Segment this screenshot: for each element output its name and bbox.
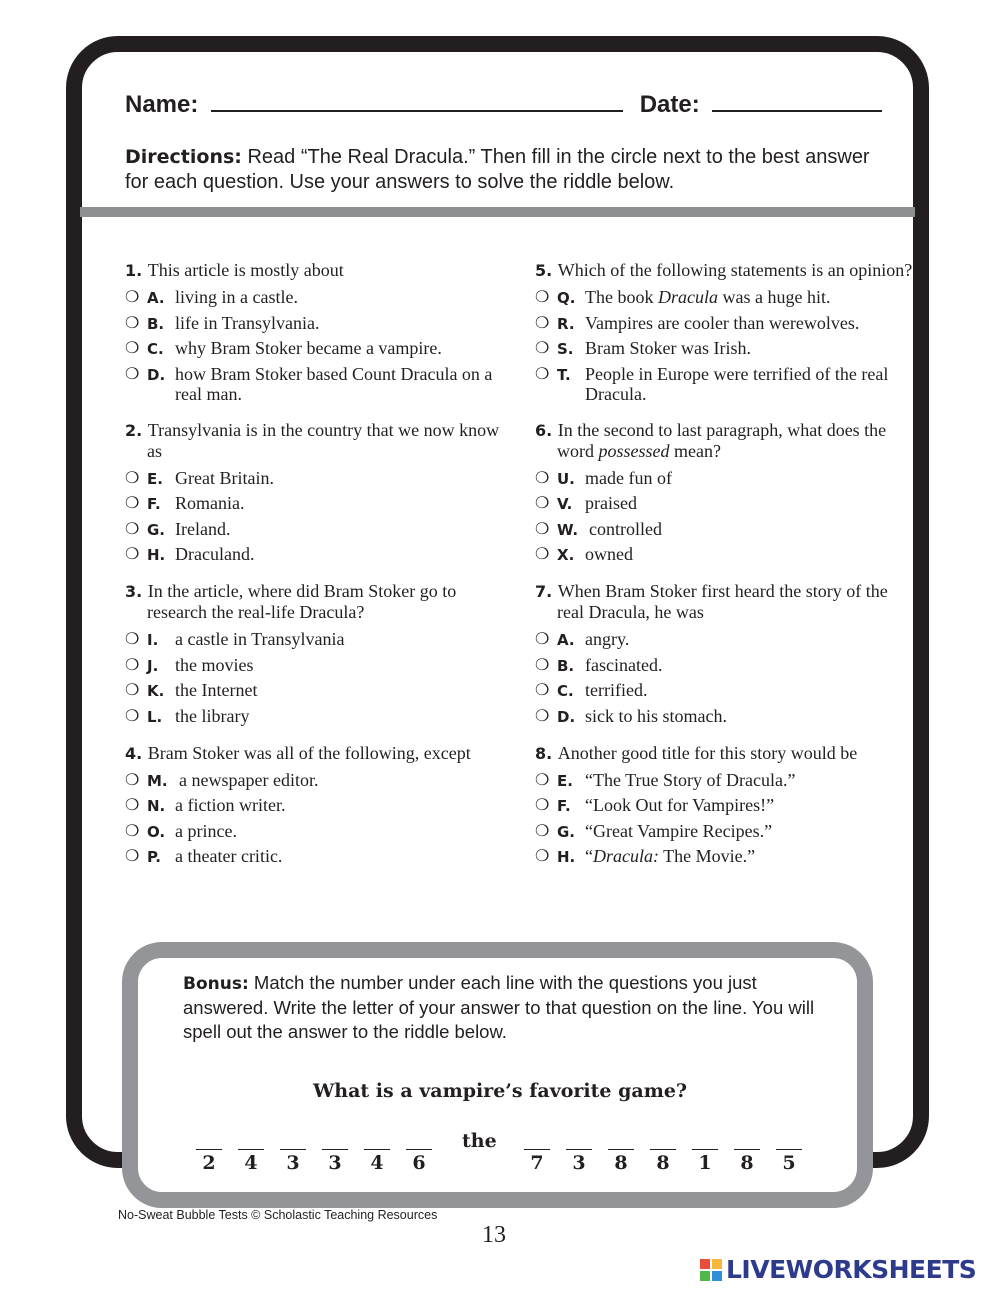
option-letter: U. bbox=[557, 469, 575, 488]
bubble-circle-icon[interactable]: ❍ bbox=[535, 629, 550, 648]
slot-number: 4 bbox=[370, 1152, 384, 1174]
bubble-circle-icon[interactable]: ❍ bbox=[535, 769, 550, 789]
riddle-answer-slot[interactable] bbox=[690, 1132, 720, 1174]
bubble-circle-icon[interactable]: ❍ bbox=[125, 654, 140, 674]
option-text: made fun of bbox=[585, 467, 672, 488]
bonus-label: Bonus: bbox=[183, 974, 249, 994]
riddle-question: What is a vampire’s favorite game? bbox=[312, 1080, 688, 1102]
question bbox=[125, 420, 515, 566]
bubble-circle-icon[interactable]: ❍ bbox=[125, 769, 140, 789]
answer-line[interactable] bbox=[364, 1132, 390, 1150]
bubble-circle-icon[interactable]: ❍ bbox=[535, 544, 550, 563]
bubble-circle-icon[interactable]: ❍ bbox=[125, 467, 140, 487]
option-letter: A. bbox=[557, 631, 575, 649]
answer-option[interactable] bbox=[535, 655, 915, 676]
riddle-answer-slot[interactable] bbox=[320, 1132, 350, 1174]
option-letter: D. bbox=[557, 707, 576, 726]
question-text: 6. In the second to last paragraph, what does the word possessed mean? bbox=[535, 419, 887, 461]
bubble-circle-icon[interactable]: ❍ bbox=[535, 795, 550, 814]
option-letter: B. bbox=[147, 314, 165, 333]
answer-line[interactable] bbox=[280, 1132, 306, 1150]
question bbox=[535, 581, 915, 727]
question-number: 5. bbox=[535, 261, 558, 280]
slot-number: 5 bbox=[782, 1152, 796, 1174]
question-number: 8. bbox=[535, 743, 558, 763]
question bbox=[535, 420, 915, 566]
answer-option[interactable] bbox=[125, 468, 515, 489]
option-letter: G. bbox=[557, 822, 576, 841]
answer-option[interactable] bbox=[125, 680, 515, 701]
directions-label: Directions: bbox=[125, 146, 242, 168]
answer-option[interactable] bbox=[535, 680, 915, 701]
bubble-circle-icon[interactable]: ❍ bbox=[535, 705, 550, 725]
answer-option[interactable] bbox=[535, 364, 915, 404]
bubble-circle-icon[interactable]: ❍ bbox=[125, 820, 140, 840]
logo-blocks-icon bbox=[700, 1259, 722, 1281]
question-text: 4. Bram Stoker was all of the following, except bbox=[125, 742, 471, 763]
answer-option[interactable] bbox=[125, 544, 515, 565]
answer-option[interactable] bbox=[535, 519, 915, 540]
option-letter: V. bbox=[557, 495, 573, 513]
option-text: Great Britain. bbox=[175, 467, 274, 488]
slot-number: 8 bbox=[656, 1152, 670, 1174]
option-text: “Great Vampire Recipes.” bbox=[585, 820, 773, 841]
answer-option[interactable] bbox=[535, 468, 915, 489]
bubble-circle-icon[interactable]: ❍ bbox=[125, 629, 140, 648]
bubble-circle-icon[interactable]: ❍ bbox=[125, 493, 140, 512]
answer-option[interactable] bbox=[125, 706, 515, 727]
option-text: why Bram Stoker became a vampire. bbox=[175, 338, 442, 358]
answer-line[interactable] bbox=[524, 1132, 550, 1150]
answer-option[interactable] bbox=[125, 629, 515, 650]
option-letter: H. bbox=[557, 848, 576, 866]
answer-option[interactable] bbox=[535, 338, 915, 359]
answer-line[interactable] bbox=[406, 1132, 432, 1150]
name-field[interactable] bbox=[211, 90, 623, 112]
riddle-answer-slot[interactable] bbox=[564, 1132, 594, 1174]
option-letter: N. bbox=[147, 797, 166, 815]
question-number: 2. bbox=[125, 420, 148, 440]
bubble-circle-icon[interactable]: ❍ bbox=[125, 287, 140, 306]
option-text: angry. bbox=[585, 629, 630, 649]
slot-number: 6 bbox=[412, 1152, 426, 1174]
option-text: living in a castle. bbox=[175, 287, 298, 307]
answer-line[interactable] bbox=[692, 1132, 718, 1150]
name-date-row bbox=[125, 90, 882, 119]
copyright-credit: No-Sweat Bubble Tests © Scholastic Teaching Resources bbox=[118, 1208, 438, 1222]
answer-option[interactable] bbox=[125, 846, 515, 867]
question bbox=[535, 260, 915, 404]
bubble-circle-icon[interactable]: ❍ bbox=[125, 680, 140, 699]
bubble-circle-icon[interactable]: ❍ bbox=[125, 544, 140, 563]
option-text: Romania. bbox=[175, 493, 245, 513]
riddle-answer-slot[interactable] bbox=[732, 1132, 762, 1174]
bubble-circle-icon[interactable]: ❍ bbox=[535, 518, 550, 538]
name-label: Name: bbox=[125, 91, 199, 118]
option-letter: F. bbox=[147, 495, 161, 513]
option-letter: H. bbox=[147, 546, 166, 564]
question bbox=[125, 743, 515, 868]
question-text: 3. In the article, where did Bram Stoker go to research the real-life Dracula? bbox=[125, 581, 457, 622]
answer-line[interactable] bbox=[734, 1132, 760, 1150]
option-text: “Dracula: The Movie.” bbox=[585, 846, 756, 866]
slot-number: 8 bbox=[740, 1152, 754, 1174]
slot-number: 3 bbox=[328, 1152, 342, 1174]
answer-option[interactable] bbox=[125, 364, 515, 404]
question-number: 4. bbox=[125, 743, 148, 763]
option-text: a castle in Transylvania bbox=[175, 629, 345, 649]
option-letter: P. bbox=[147, 848, 161, 866]
bubble-circle-icon[interactable]: ❍ bbox=[535, 680, 550, 699]
bonus-instructions bbox=[183, 971, 843, 1044]
question-number: 6. bbox=[535, 420, 558, 440]
header-divider bbox=[80, 207, 915, 217]
option-text: terrified. bbox=[585, 680, 648, 700]
question bbox=[535, 743, 915, 868]
option-text: fascinated. bbox=[585, 654, 663, 675]
bubble-circle-icon[interactable]: ❍ bbox=[535, 287, 550, 306]
option-letter: X. bbox=[557, 546, 575, 564]
answer-option[interactable] bbox=[535, 706, 915, 727]
questions-left-column bbox=[125, 260, 515, 883]
answer-option[interactable] bbox=[535, 544, 915, 565]
option-letter: K. bbox=[147, 682, 165, 700]
option-letter: L. bbox=[147, 707, 163, 726]
slot-number: 4 bbox=[244, 1152, 258, 1174]
questions-right-column bbox=[535, 260, 915, 883]
option-text: owned bbox=[585, 544, 633, 564]
slot-number: 8 bbox=[614, 1152, 628, 1174]
slot-number: 1 bbox=[698, 1152, 712, 1174]
bubble-circle-icon[interactable]: ❍ bbox=[125, 705, 140, 725]
option-letter: M. bbox=[147, 771, 168, 790]
answer-option[interactable] bbox=[125, 519, 515, 540]
option-text: praised bbox=[585, 493, 637, 513]
question-number: 3. bbox=[125, 582, 148, 601]
option-text: Bram Stoker was Irish. bbox=[585, 338, 751, 358]
option-text: the movies bbox=[175, 654, 254, 675]
bubble-circle-icon[interactable]: ❍ bbox=[535, 493, 550, 512]
option-text: Draculand. bbox=[175, 544, 255, 564]
slot-number: 3 bbox=[286, 1152, 300, 1174]
option-text: a fiction writer. bbox=[175, 795, 286, 815]
option-letter: E. bbox=[557, 771, 573, 790]
option-letter: R. bbox=[557, 314, 575, 333]
answer-option[interactable] bbox=[125, 313, 515, 334]
option-letter: O. bbox=[147, 822, 166, 841]
answer-option[interactable] bbox=[125, 493, 515, 514]
answer-option[interactable] bbox=[125, 770, 515, 791]
bubble-circle-icon[interactable]: ❍ bbox=[535, 846, 550, 865]
option-letter: B. bbox=[557, 656, 575, 675]
bubble-circle-icon[interactable]: ❍ bbox=[125, 338, 140, 357]
answer-line[interactable] bbox=[196, 1132, 222, 1150]
option-text: The book Dracula was a huge hit. bbox=[585, 287, 831, 307]
page-number: 13 bbox=[482, 1222, 506, 1248]
bubble-circle-icon[interactable]: ❍ bbox=[535, 312, 550, 332]
riddle-answer-slot[interactable] bbox=[404, 1132, 434, 1174]
bubble-circle-icon[interactable]: ❍ bbox=[125, 846, 140, 865]
riddle-answer-slot[interactable] bbox=[194, 1132, 224, 1174]
option-letter: W. bbox=[557, 520, 579, 539]
question bbox=[125, 581, 515, 727]
date-field[interactable] bbox=[712, 90, 882, 112]
option-text: a newspaper editor. bbox=[179, 769, 319, 790]
option-text: “The True Story of Dracula.” bbox=[585, 769, 796, 790]
option-letter: S. bbox=[557, 340, 574, 358]
answer-option[interactable] bbox=[535, 313, 915, 334]
brand-name: LIVEWORKSHEETS bbox=[726, 1255, 977, 1284]
bubble-circle-icon[interactable]: ❍ bbox=[535, 467, 550, 487]
bubble-circle-icon[interactable]: ❍ bbox=[535, 654, 550, 674]
answer-option[interactable] bbox=[535, 493, 915, 514]
bonus-text: Match the number under each line with the questions you just answered. Write the letter of your answer to that question on the line. You will spell out the answer to the riddle below. bbox=[183, 972, 815, 1042]
question-text: 8. Another good title for this story would be bbox=[535, 742, 858, 763]
directions bbox=[125, 145, 885, 195]
answer-line[interactable] bbox=[566, 1132, 592, 1150]
bubble-circle-icon[interactable]: ❍ bbox=[535, 363, 550, 383]
option-letter: G. bbox=[147, 520, 166, 539]
answer-option[interactable] bbox=[125, 821, 515, 842]
bubble-circle-icon[interactable]: ❍ bbox=[125, 795, 140, 814]
option-letter: I. bbox=[147, 631, 159, 649]
bubble-circle-icon[interactable]: ❍ bbox=[125, 518, 140, 538]
option-text: the library bbox=[175, 705, 250, 726]
liveworksheets-logo bbox=[700, 1255, 976, 1284]
answer-option[interactable] bbox=[125, 795, 515, 816]
question-text: 5. Which of the following statements is an opinion? bbox=[535, 260, 913, 280]
riddle-answer-slot[interactable] bbox=[236, 1132, 266, 1174]
directions-text: Read “The Real Dracula.” Then fill in the circle next to the best answer for each question. Use your answers to solve the riddle below. bbox=[125, 146, 870, 193]
answer-option[interactable] bbox=[535, 287, 915, 308]
answer-option[interactable] bbox=[535, 629, 915, 650]
option-text: how Bram Stoker based Count Dracula on a real man. bbox=[175, 363, 493, 404]
option-letter: E. bbox=[147, 469, 163, 488]
option-letter: F. bbox=[557, 797, 571, 815]
bubble-circle-icon[interactable]: ❍ bbox=[125, 363, 140, 383]
option-text: People in Europe were terrified of the real Dracula. bbox=[585, 363, 889, 404]
answer-option[interactable] bbox=[535, 846, 915, 867]
option-letter: C. bbox=[557, 682, 574, 700]
question-text: 2. Transylvania is in the country that we now know as bbox=[125, 419, 500, 461]
answer-option[interactable] bbox=[535, 795, 915, 816]
option-letter: A. bbox=[147, 289, 165, 307]
riddle-answer-slot[interactable] bbox=[362, 1132, 392, 1174]
riddle-answer-slot[interactable] bbox=[522, 1132, 552, 1174]
option-text: “Look Out for Vampires!” bbox=[585, 795, 775, 815]
option-text: controlled bbox=[589, 518, 662, 539]
answer-line[interactable] bbox=[238, 1132, 264, 1150]
option-text: sick to his stomach. bbox=[585, 705, 727, 726]
option-letter: T. bbox=[557, 365, 571, 384]
slot-number: 7 bbox=[530, 1152, 544, 1174]
slot-number: 2 bbox=[202, 1152, 216, 1174]
bubble-circle-icon[interactable]: ❍ bbox=[125, 312, 140, 332]
option-text: Ireland. bbox=[175, 518, 231, 539]
question-number: 1. bbox=[125, 261, 148, 280]
option-letter: Q. bbox=[557, 289, 576, 307]
riddle-answer-slot[interactable] bbox=[606, 1132, 636, 1174]
option-letter: D. bbox=[147, 365, 166, 384]
answer-option[interactable] bbox=[125, 338, 515, 359]
slot-number: 3 bbox=[572, 1152, 586, 1174]
answer-line[interactable] bbox=[776, 1132, 802, 1150]
riddle-the-word: the bbox=[462, 1130, 497, 1152]
option-text: a prince. bbox=[175, 820, 237, 841]
riddle-answer-slot[interactable] bbox=[774, 1132, 804, 1174]
question bbox=[125, 260, 515, 404]
answer-line[interactable] bbox=[322, 1132, 348, 1150]
question-text: 1. This article is mostly about bbox=[125, 260, 344, 280]
answer-option[interactable] bbox=[125, 287, 515, 308]
answer-option[interactable] bbox=[535, 821, 915, 842]
option-text: Vampires are cooler than werewolves. bbox=[585, 312, 860, 333]
question-number: 7. bbox=[535, 582, 558, 601]
answer-line[interactable] bbox=[608, 1132, 634, 1150]
bubble-circle-icon[interactable]: ❍ bbox=[535, 338, 550, 357]
option-letter: J. bbox=[147, 656, 159, 675]
answer-option[interactable] bbox=[535, 770, 915, 791]
option-text: the Internet bbox=[175, 680, 258, 700]
option-text: life in Transylvania. bbox=[175, 312, 320, 333]
question-text: 7. When Bram Stoker first heard the story of the real Dracula, he was bbox=[535, 581, 888, 622]
answer-line[interactable] bbox=[650, 1132, 676, 1150]
answer-option[interactable] bbox=[125, 655, 515, 676]
option-letter: C. bbox=[147, 340, 164, 358]
riddle-answer-slot[interactable] bbox=[278, 1132, 308, 1174]
bubble-circle-icon[interactable]: ❍ bbox=[535, 820, 550, 840]
option-text: a theater critic. bbox=[175, 846, 283, 866]
date-label: Date: bbox=[639, 91, 700, 118]
riddle-answer-slot[interactable] bbox=[648, 1132, 678, 1174]
